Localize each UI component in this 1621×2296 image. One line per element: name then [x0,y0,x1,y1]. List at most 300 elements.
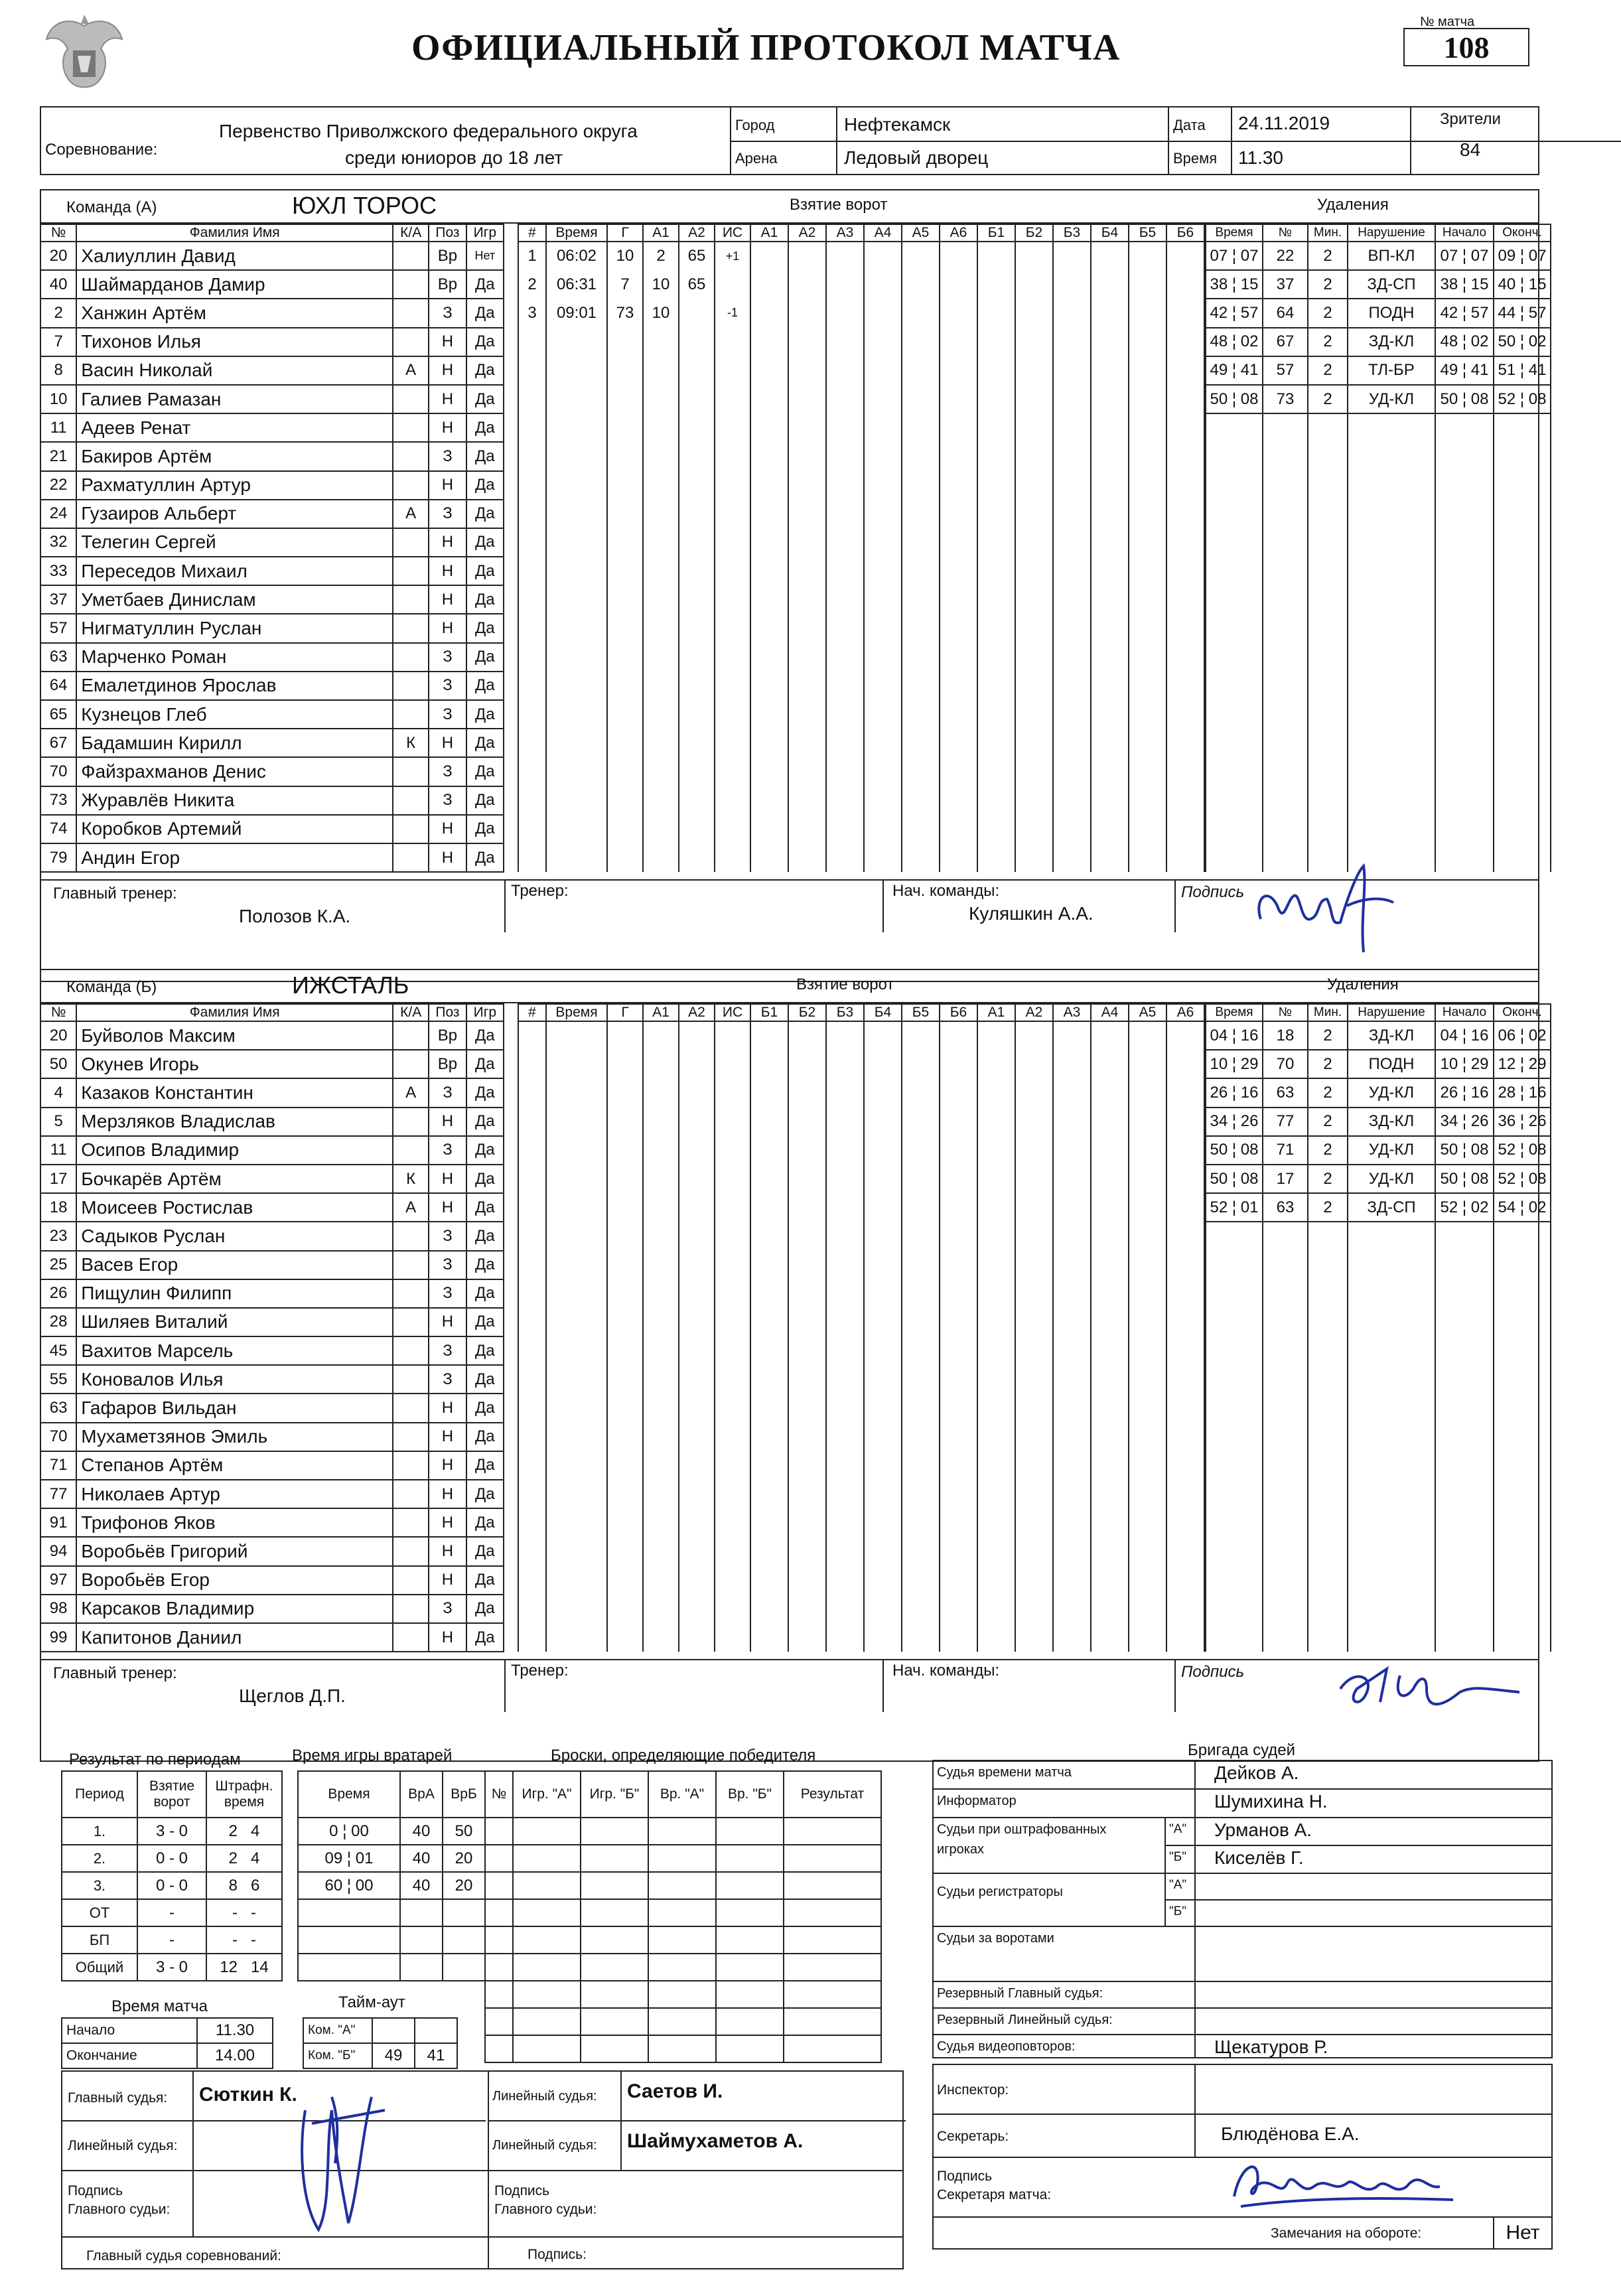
goal-cell [643,1394,679,1422]
secretary-sig-label-1: Подпись [937,2169,993,2184]
goal-cell [643,1165,679,1193]
goal-cell [902,585,940,614]
goal-cell [788,1595,826,1623]
pen-col-header: № [1263,224,1308,242]
period-row: 1. 3 - 0 2 4 [62,1818,282,1845]
goal-cell [864,471,902,500]
secretary-name: Блюдёнова Е.А. [1221,2123,1360,2144]
player-name: Тихонов Илья [76,328,393,356]
goal-cell [864,1021,902,1050]
goal-cell [607,1193,643,1222]
goal-cell [788,1365,826,1394]
goal-cell [607,413,643,442]
shootout-title: Броски, определяющие победителя [551,1747,816,1764]
goal-cell [1166,1078,1204,1107]
goal-cell [643,413,679,442]
goal-cell [1166,528,1204,557]
goal-cell [1091,242,1129,270]
goal-cell [977,614,1015,642]
goal-cell [1166,1623,1204,1652]
player-name: Шаймарданов Дамир [76,270,393,299]
goal-cell [546,1251,607,1279]
goal-cell [1166,385,1204,413]
penalty-row: 49 ¦ 41 57 2 ТЛ-БР 49 ¦ 41 51 ¦ 41 [1206,356,1551,385]
line-ref-label: Линейный судья: [68,2138,178,2153]
goal-cell: +1 [715,242,750,270]
player-role: К [393,729,429,757]
player-position: Н [429,1165,466,1193]
goal-cell [715,1537,750,1565]
team_a-head-coach-label: Главный тренер: [53,885,177,903]
player-played: Да [466,1394,504,1422]
goal-cell [607,356,643,385]
goal-cell [1091,1193,1129,1222]
goal-cell [788,1193,826,1222]
goal-cell [1129,1251,1166,1279]
goal-cell [1129,1279,1166,1308]
goal-cell [518,1279,546,1308]
player-position: З [429,1279,466,1308]
brigade-row-sub: "А" [1169,1822,1187,1836]
goal-cell [1129,299,1166,327]
goal-col-header: А6 [1166,1004,1204,1021]
roster-row [40,1566,504,1595]
goal-cell [546,1136,607,1165]
player-position: З [429,1595,466,1623]
goal-cell [715,1136,750,1165]
col-name: Фамилия Имя [76,1004,393,1021]
player-name: Гузаиров Альберт [76,500,393,528]
goal-cell [750,1623,788,1652]
goal-cell [750,1165,788,1193]
goalie-time-table: Время ВрА ВрБ 0 ¦ 00 40 50 09 ¦ 01 40 20 60 ¦ 00 40 20 [297,1770,486,1981]
player-number: 70 [40,757,76,786]
goal-cell [546,1279,607,1308]
penalty-row: 10 ¦ 29 70 2 ПОДН 10 ¦ 29 12 ¦ 29 [1206,1050,1551,1078]
goal-cell [679,1050,715,1078]
page-title: ОФИЦИАЛЬНЫЙ ПРОТОКОЛ МАТЧА [411,27,1121,68]
goal-cell [826,1279,864,1308]
player-number: 77 [40,1480,76,1508]
goal-cell [1129,1394,1166,1422]
goal-cell [864,585,902,614]
goal-cell [1091,585,1129,614]
roster-row [40,500,504,528]
goal-cell [1053,1451,1091,1480]
team_a-roster [40,224,504,873]
player-name: Андин Егор [76,843,393,872]
roster-row [40,1050,504,1078]
goal-cell [1166,1021,1204,1050]
goal-col-header: Б1 [977,224,1015,242]
goal-cell [788,643,826,672]
goal-cell [643,1623,679,1652]
goal-cell [679,729,715,757]
goal-cell: 65 [679,270,715,299]
goal-cell [864,1423,902,1451]
col-ka: К/А [393,224,429,242]
goal-cell [1129,1336,1166,1365]
brigade-row-label: Судья времени матча [937,1765,1072,1780]
goal-cell [643,1108,679,1136]
player-number: 17 [40,1165,76,1193]
roster-row [40,815,504,843]
goal-cell [518,1251,546,1279]
player-number: 65 [40,700,76,729]
goal-cell [715,614,750,642]
player-role [393,815,429,843]
period-row: 3. 0 - 0 8 6 [62,1872,282,1899]
goal-cell [940,500,977,528]
player-role [393,1336,429,1365]
goal-cell [679,1365,715,1394]
goal-cell [1166,1423,1204,1451]
goal-cell [940,242,977,270]
goal-cell [1129,1193,1166,1222]
goal-cell [607,1365,643,1394]
goal-cell [750,557,788,585]
goal-cell [1091,729,1129,757]
goal-cell [902,442,940,470]
pen-col-header: Время [1206,1004,1263,1021]
goal-cell [864,700,902,729]
goal-cell [864,1537,902,1565]
roster-row [40,1222,504,1250]
brigade-row-label: Резервный Линейный судья: [937,2013,1113,2027]
brigade-row-value: Урманов А. [1214,1820,1312,1840]
head-ref: Сюткин К. [199,2084,297,2106]
roster-row [40,299,504,327]
goal-cell [546,1623,607,1652]
player-role [393,1595,429,1623]
roster-row [40,1623,504,1652]
goal-cell: 06:02 [546,242,607,270]
pen-col-header: Время [1206,224,1263,242]
goal-cell [902,700,940,729]
goal-cell [679,1595,715,1623]
goal-cell [826,1508,864,1537]
goal-cell [750,1508,788,1537]
goal-col-header: А6 [940,224,977,242]
goal-cell [902,528,940,557]
goal-cell [902,1566,940,1595]
player-position: Вр [429,242,466,270]
head-ref-label: Главный судья: [68,2090,168,2106]
goal-cell [643,700,679,729]
goal-cell [977,500,1015,528]
goal-cell [864,1336,902,1365]
player-name: Николаев Артур [76,1480,393,1508]
goal-cell [715,1508,750,1537]
player-name: Уметбаев Динислам [76,585,393,614]
roster-row [40,1308,504,1336]
goal-cell [977,786,1015,815]
goal-cell [1091,328,1129,356]
brigade-row-sub: "А" [1169,1878,1187,1892]
goal-cell [1166,270,1204,299]
goal-cell [607,1451,643,1480]
player-role [393,1423,429,1451]
goal-cell [750,1193,788,1222]
player-position: З [429,500,466,528]
goal-cell [679,1108,715,1136]
team-a-signature [1247,859,1420,959]
goal-cell [607,815,643,843]
remarks-label: Замечания на обороте: [1271,2226,1422,2241]
goal-cell [788,1108,826,1136]
goal-cell [864,1136,902,1165]
goal-cell [546,1108,607,1136]
goal-cell [826,1365,864,1394]
roster-row [40,786,504,815]
goal-cell [1015,328,1053,356]
goal-cell [546,1365,607,1394]
player-name: Васин Николай [76,356,393,385]
goal-cell [1015,1279,1053,1308]
goal-cell [1053,729,1091,757]
goal-cell [546,471,607,500]
player-number: 50 [40,1050,76,1078]
goal-col-header: А1 [643,1004,679,1021]
player-name: Трифонов Яков [76,1508,393,1537]
goal-cell [864,1566,902,1595]
team_b-pen-title: Удаления [1327,975,1399,993]
goal-cell [643,356,679,385]
pen-col-header: Оконч. [1494,224,1551,242]
goal-cell [1053,1136,1091,1165]
player-role [393,528,429,557]
goal-cell [643,815,679,843]
goal-cell [902,1279,940,1308]
goal-cell [546,1193,607,1222]
player-number: 11 [40,413,76,442]
goal-cell [643,1136,679,1165]
goal-cell: 73 [607,299,643,327]
player-name: Степанов Артём [76,1451,393,1480]
penalty-row [1206,1451,1551,1480]
date-label: Дата [1173,117,1206,133]
goal-cell [715,729,750,757]
goal-col-header: А1 [750,224,788,242]
goal-cell [977,356,1015,385]
goal-cell [940,815,977,843]
goal-col-header: ИС [715,1004,750,1021]
line-ref-label-1: Линейный судья: [492,2089,597,2104]
goal-cell [607,1108,643,1136]
team_b-head-coach-label: Главный тренер: [53,1664,177,1683]
goal-cell [977,1279,1015,1308]
goal-cell [977,1365,1015,1394]
player-number: 20 [40,242,76,270]
goal-cell [607,1537,643,1565]
goal-cell [679,1078,715,1107]
goal-cell [1166,1108,1204,1136]
player-position: Н [429,1394,466,1422]
goal-cell [607,1336,643,1365]
goal-cell [1091,442,1129,470]
goal-cell [1053,1423,1091,1451]
goal-cell [1015,500,1053,528]
goal-cell [902,557,940,585]
player-played: Да [466,815,504,843]
penalty-row [1206,1365,1551,1394]
goal-cell [788,1336,826,1365]
goal-cell [1129,1508,1166,1537]
goal-cell [715,1279,750,1308]
goal-cell [826,1623,864,1652]
goal-cell [518,1050,546,1078]
team_a-head-coach: Полозов К.А. [239,906,351,927]
player-position: Н [429,1108,466,1136]
goal-cell [1166,729,1204,757]
goal-cell [715,1108,750,1136]
player-role [393,270,429,299]
goal-cell [1091,1165,1129,1193]
brigade-row-label: игроках [937,1842,985,1857]
goal-cell [1053,700,1091,729]
player-number: 40 [40,270,76,299]
goal-cell [902,1308,940,1336]
goal-cell [1015,385,1053,413]
player-position: З [429,672,466,700]
roster-row [40,270,504,299]
goal-cell [715,356,750,385]
goal-cell [607,528,643,557]
goal-cell: 10 [643,270,679,299]
team_b-chief-label: Нач. команды: [892,1662,1000,1680]
goal-cell [1091,1480,1129,1508]
goal-cell [518,757,546,786]
head-sig-label-1: Подпись [68,2183,123,2198]
goal-cell [518,700,546,729]
goal-cell [1091,815,1129,843]
goal-cell [977,757,1015,786]
player-name: Окунев Игорь [76,1050,393,1078]
goal-cell [643,500,679,528]
goal-cell [788,700,826,729]
goal-cell [1129,413,1166,442]
player-number: 99 [40,1623,76,1652]
goal-cell [902,1136,940,1165]
goal-col-header: Время [546,1004,607,1021]
goal-cell [902,1050,940,1078]
goal-cell [1091,1279,1129,1308]
goal-cell [518,1108,546,1136]
goal-cell: 7 [607,270,643,299]
goal-cell [518,1365,546,1394]
player-number: 25 [40,1251,76,1279]
goal-cell [1129,1222,1166,1250]
player-position: З [429,700,466,729]
player-position: Н [429,1423,466,1451]
goal-cell [1129,1308,1166,1336]
player-name: Капитонов Даниил [76,1623,393,1652]
goal-cell [1166,328,1204,356]
goal-cell [902,1394,940,1422]
goal-cell [788,413,826,442]
player-role [393,1308,429,1336]
goal-cell [1166,356,1204,385]
goal-cell [1015,1365,1053,1394]
penalty-row [1206,672,1551,700]
roster-row [40,585,504,614]
goal-cell [902,643,940,672]
goal-cell [1091,1050,1129,1078]
goal-cell [788,270,826,299]
goal-cell [940,1308,977,1336]
goal-cell [1053,528,1091,557]
goal-cell [1166,242,1204,270]
goal-cell [546,1480,607,1508]
goal-cell [977,1021,1015,1050]
goal-cell [750,1451,788,1480]
goal-cell [750,1336,788,1365]
goal-cell [1091,1222,1129,1250]
goal-cell [977,815,1015,843]
goal-cell [750,643,788,672]
goal-col-header: Г [607,224,643,242]
player-position: Вр [429,270,466,299]
goal-cell [940,471,977,500]
player-role [393,1136,429,1165]
player-name: Карсаков Владимир [76,1595,393,1623]
goal-cell [826,815,864,843]
goal-cell [864,1222,902,1250]
goal-cell [864,500,902,528]
goal-cell [1129,1165,1166,1193]
goal-cell [826,299,864,327]
goal-cell [1053,1566,1091,1595]
goal-cell [1015,700,1053,729]
goal-cell [826,786,864,815]
goal-cell [940,1451,977,1480]
goal-cell [826,413,864,442]
goal-cell [788,528,826,557]
goal-cell [643,442,679,470]
goal-cell [546,500,607,528]
goal-cell [826,1537,864,1565]
player-number: 8 [40,356,76,385]
col-no: № [40,1004,76,1021]
goal-cell [1015,729,1053,757]
player-number: 24 [40,500,76,528]
goal-cell [643,1193,679,1222]
goal-cell [1129,242,1166,270]
player-name: Емалетдинов Ярослав [76,672,393,700]
goal-cell [518,1308,546,1336]
goal-cell [750,1480,788,1508]
goal-cell [679,1566,715,1595]
goal-cell [826,1021,864,1050]
player-position: Вр [429,1021,466,1050]
player-played: Да [466,729,504,757]
goal-cell [940,299,977,327]
goal-cell [1091,471,1129,500]
goal-cell [902,757,940,786]
goal-cell [1129,700,1166,729]
goal-cell [826,1165,864,1193]
goal-cell [902,1480,940,1508]
goal-cell [546,672,607,700]
goal-col-header: Б1 [750,1004,788,1021]
goal-cell [826,242,864,270]
goal-cell [1053,1193,1091,1222]
team_a-chief: Куляшкин А.А. [969,903,1093,924]
goal-cell [940,672,977,700]
goal-cell [826,757,864,786]
goal-cell [902,843,940,872]
goal-cell [518,557,546,585]
